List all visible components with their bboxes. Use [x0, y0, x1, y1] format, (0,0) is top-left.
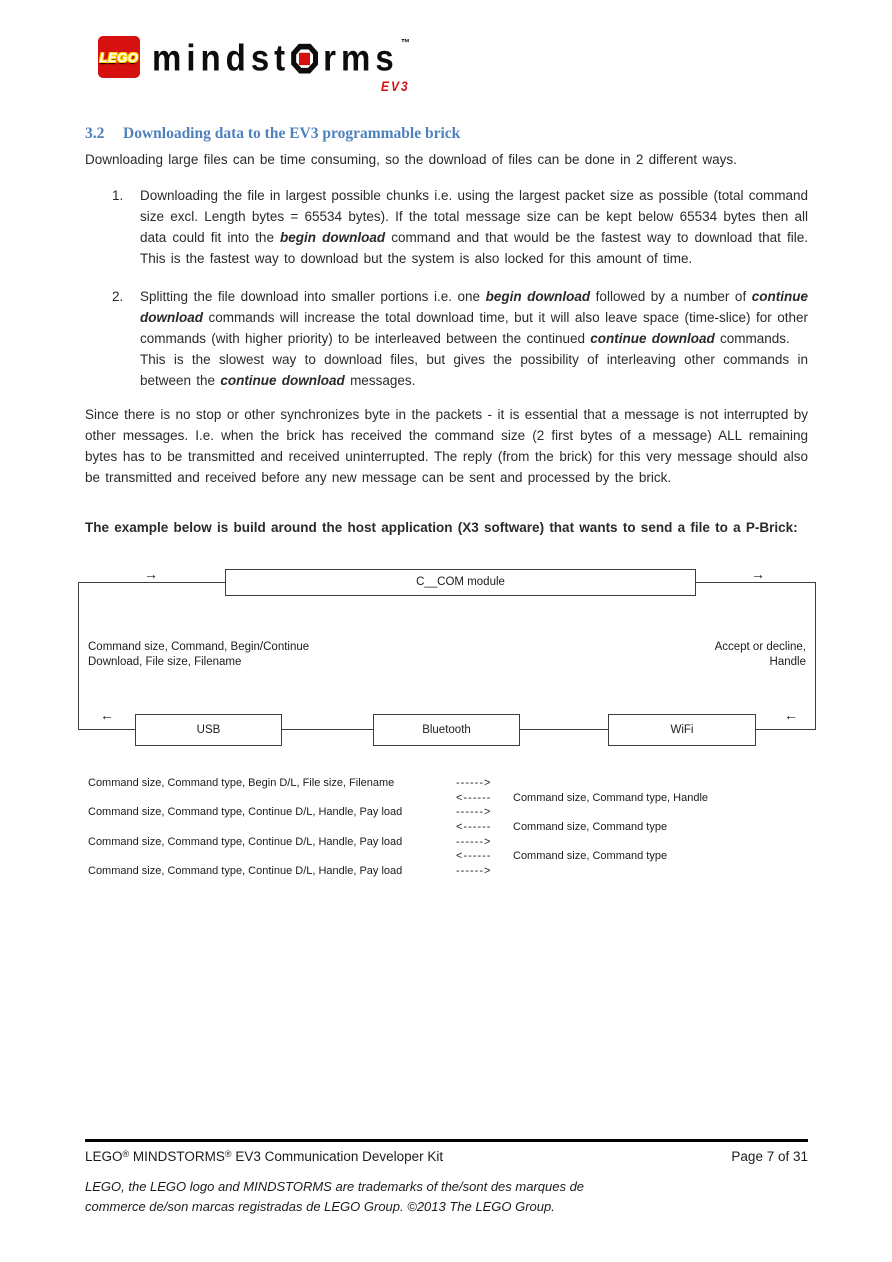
brick-reply: [513, 805, 808, 820]
footer-document-title: [85, 1149, 443, 1164]
brick-reply: Command size, Command type: [513, 850, 668, 863]
ccom-module-box: C__COM module: [225, 569, 696, 596]
mindstorms-wordmark: [152, 36, 410, 95]
host-message: [88, 820, 456, 835]
page-content: [85, 36, 808, 879]
list-item-2-s1: followed by a number of: [590, 289, 752, 304]
lego-mindstorms-logo: [98, 36, 808, 95]
begin-download-command: begin download: [280, 230, 386, 245]
list-item-2-text: [140, 286, 808, 391]
arrow-to-brick: ------>: [456, 865, 492, 878]
gear-o-icon: [291, 43, 318, 73]
wifi-box: WiFi: [608, 714, 756, 746]
page-number: Page 7 of 31: [731, 1149, 808, 1164]
message-flow-row: [88, 835, 808, 850]
continue-download-command: continue download: [590, 331, 715, 346]
intro-paragraph: Downloading large files can be time consuming, so the download of files can be done in 2 different ways.: [85, 152, 737, 167]
arrow-to-brick: ------>: [456, 777, 492, 789]
message-flow-row: [88, 791, 808, 806]
list-item-1-post: command and that would be the fastest way to download that file. This is the fastest way to download but the system is also locked for this amount of time.: [140, 230, 808, 266]
registered-symbol: ®: [122, 1149, 130, 1159]
arrow-to-brick: ------>: [456, 835, 492, 848]
footer-title-rest: EV3 Communication Developer Kit: [231, 1149, 444, 1164]
section-heading: [85, 125, 808, 143]
list-item-1-text: [140, 185, 808, 269]
footer-legal-text: [85, 1177, 685, 1217]
footer: [85, 1149, 808, 1164]
arrow-left-icon: ←: [100, 707, 114, 723]
message-flow-row: [88, 776, 808, 791]
list-item-2-s2: commands will increase the total download time, but it will also leave space (time-slice) for other commands (with higher priority) to be interleaved between the continued: [140, 310, 808, 346]
mindstorms-text-right: rms: [323, 37, 399, 79]
list-item-2-s5: messages.: [344, 373, 416, 388]
diagram-right-label: Accept or decline, Handle: [714, 641, 806, 668]
lego-logo-icon: [98, 36, 140, 78]
message-flow-row: [88, 849, 808, 864]
brick-reply: [513, 835, 808, 850]
diagram-left-label: Command size, Command, Begin/Continue Download, File size, Filename: [88, 641, 310, 668]
footer-brand2: MINDSTORMS: [129, 1149, 225, 1164]
arrow-right-icon: →: [144, 566, 158, 582]
brick-reply: [513, 864, 808, 879]
list-item-2-s0: Splitting the file download into smaller portions i.e. one: [140, 289, 486, 304]
usb-box: USB: [135, 714, 282, 746]
brick-reply: Command size, Command type: [513, 821, 668, 834]
arrow-right-icon: →: [751, 566, 765, 582]
gear-red-center: [299, 52, 310, 64]
section-title: Downloading data to the EV3 programmable brick: [123, 125, 461, 142]
brick-reply: [513, 776, 808, 791]
continue-download-command: continue download: [220, 373, 345, 388]
host-message: Command size, Command type, Continue D/L, Handle, Pay load: [88, 835, 403, 848]
host-message: Command size, Command type, Begin D/L, File size, Filename: [88, 777, 395, 789]
list-item-2-s3: commands.: [714, 331, 790, 346]
message-flow-row: [88, 805, 808, 820]
brick-reply: Command size, Command type, Handle: [513, 791, 709, 804]
host-message: Command size, Command type, Continue D/L, Handle, Pay load: [88, 865, 403, 878]
example-note: The example below is build around the host application (X3 software) that wants to send a file to a P-Brick:: [85, 520, 798, 535]
message-flow-row: [88, 820, 808, 835]
section-number: 3.2: [85, 125, 105, 142]
host-message: [88, 791, 456, 806]
arrow-to-brick: ------>: [456, 806, 492, 819]
legal-line-1: LEGO, the LEGO logo and MINDSTORMS are trademarks of the/sont des marques de: [85, 1179, 585, 1194]
host-message: Command size, Command type, Continue D/L, Handle, Pay load: [88, 806, 403, 819]
continue-download-command: continue download: [140, 289, 808, 325]
arrow-from-brick: <------: [456, 850, 492, 863]
list-item-1: [85, 185, 808, 269]
begin-download-command: begin download: [485, 289, 591, 304]
arrow-left-icon: ←: [784, 707, 798, 723]
list-item-2-s4: This is the slowest way to download files, but gives the possibility of interleaving other commands in between the: [140, 352, 808, 388]
ev3-sub-brand: EV3: [381, 78, 410, 95]
message-flow-listing: [88, 776, 808, 879]
list-item-2-number: 2.: [112, 289, 124, 304]
communication-diagram: [78, 567, 817, 749]
list-item-1-pre: Downloading the file in largest possible chunks i.e. using the largest packet size as possible (total command size excl. Length bytes = 65534 bytes). If the total message size can be kept below 65534 bytes then all data could fit into the: [140, 188, 808, 245]
footer-divider: [85, 1139, 808, 1142]
footer-brand1: LEGO: [85, 1149, 123, 1164]
registered-symbol: ®: [224, 1149, 232, 1159]
lego-logo-text: LEGO: [99, 49, 139, 65]
arrow-from-brick: <------: [456, 791, 492, 804]
arrow-from-brick: <------: [456, 821, 492, 834]
bluetooth-box: Bluetooth: [373, 714, 520, 746]
message-flow-row: [88, 864, 808, 879]
list-item-1-number: 1.: [112, 188, 124, 203]
host-message: [88, 849, 456, 864]
trademark-symbol: ™: [400, 37, 410, 49]
mindstorms-text-left: mindst: [152, 37, 291, 79]
list-item-2: [85, 286, 808, 391]
legal-line-2: commerce de/son marcas registradas de LEGO Group. ©2013 The LEGO Group.: [85, 1199, 555, 1214]
sync-paragraph: Since there is no stop or other synchronizes byte in the packets - it is essential that a message is not interrupted by other messages. I.e. when the brick has received the command size (2 first bytes of a message) ALL remaining bytes has to be transmitted and received uninterrupted. The reply (from the brick) for this very message should also be transmitted and received before any new message can be sent and processed by the brick.: [85, 407, 808, 485]
